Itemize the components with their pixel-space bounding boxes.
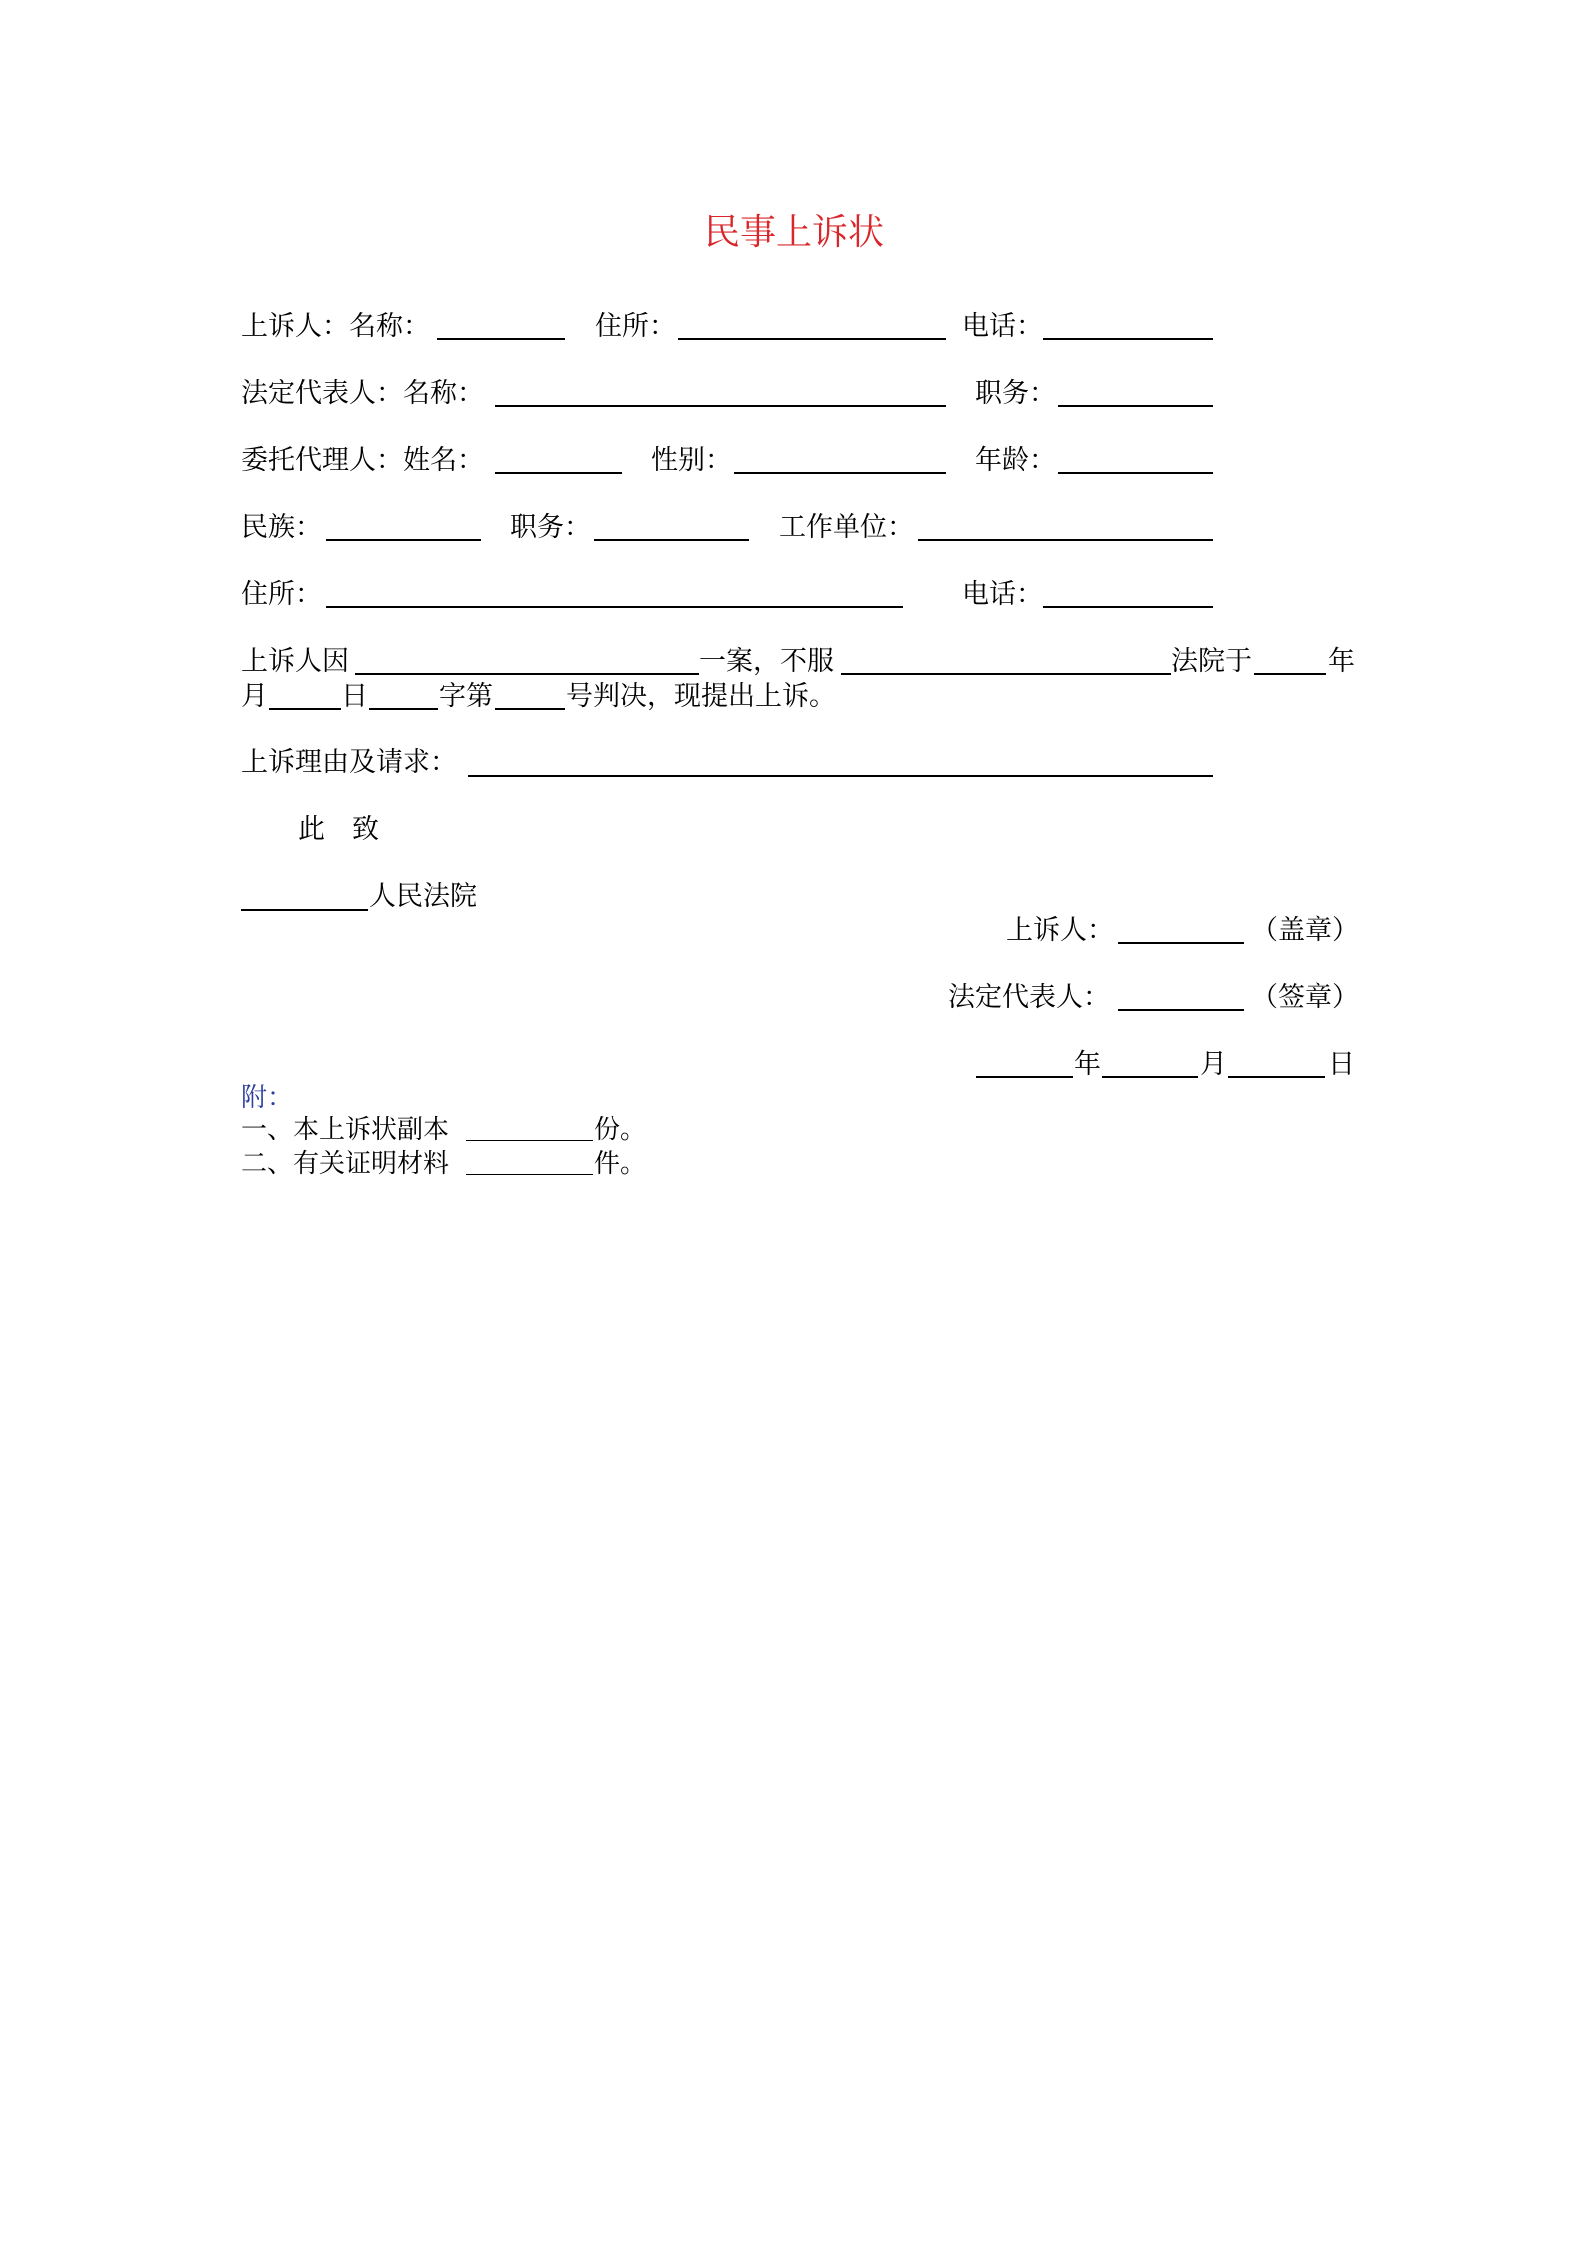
seal-note: （盖章） <box>1251 915 1359 946</box>
appellant-name-field[interactable] <box>437 338 565 340</box>
attachment-2-count-field[interactable] <box>466 1174 593 1175</box>
agent-employer-label: 工作单位： <box>779 512 914 543</box>
court-suffix: 人民法院 <box>369 881 477 912</box>
legal-rep-name-label: 法定代表人：名称： <box>241 378 484 409</box>
sign-note: （签章） <box>1251 982 1359 1013</box>
judgment-day-field[interactable] <box>369 708 438 710</box>
day-label: 日 <box>341 681 368 712</box>
sig-month-field[interactable] <box>1102 1076 1198 1078</box>
case-text: 一案，不服 <box>699 646 834 677</box>
appellant-phone-field[interactable] <box>1043 338 1213 340</box>
case-suffix: 号判决，现提出上诉。 <box>566 681 836 712</box>
agent-age-label: 年龄： <box>975 445 1056 476</box>
judgment-year-field[interactable] <box>1254 673 1326 675</box>
agent-name-field[interactable] <box>495 472 622 474</box>
attachment-2-suffix: 件。 <box>594 1149 647 1179</box>
legal-rep-position-field[interactable] <box>1058 405 1213 407</box>
agent-ethnicity-label: 民族： <box>241 512 322 543</box>
reasons-label: 上诉理由及请求： <box>241 747 457 778</box>
page-title: 民事上诉状 <box>704 212 885 253</box>
reasons-field[interactable] <box>468 775 1213 777</box>
year-label: 年 <box>1328 646 1355 677</box>
agent-position-label: 职务： <box>510 512 591 543</box>
appellant-name-label: 上诉人：名称： <box>241 311 430 342</box>
legal-rep-name-field[interactable] <box>495 405 946 407</box>
zi-di-label: 字第 <box>439 681 493 712</box>
attachment-1-count-field[interactable] <box>466 1140 593 1141</box>
court-name-field[interactable] <box>841 673 1171 675</box>
appellant-address-field[interactable] <box>678 338 946 340</box>
appellant-phone-label: 电话： <box>962 311 1043 342</box>
case-name-field[interactable] <box>355 673 699 675</box>
court-text: 法院于 <box>1171 646 1252 677</box>
attachment-2-prefix: 二、有关证明材料 <box>241 1149 450 1179</box>
agent-name-label: 委托代理人：姓名： <box>241 445 484 476</box>
attachment-1-suffix: 份。 <box>594 1115 647 1145</box>
agent-ethnicity-field[interactable] <box>326 539 481 541</box>
salutation: 此 致 <box>298 814 379 845</box>
sig-rep-label: 法定代表人： <box>948 982 1110 1013</box>
court-field[interactable] <box>241 909 368 911</box>
agent-phone-field[interactable] <box>1043 606 1213 608</box>
agent-address-field[interactable] <box>326 606 903 608</box>
sig-appellant-label: 上诉人： <box>1006 915 1114 946</box>
agent-position-field[interactable] <box>594 539 749 541</box>
appellant-address-label: 住所： <box>595 311 676 342</box>
agent-employer-field[interactable] <box>918 539 1213 541</box>
agent-gender-label: 性别： <box>651 445 732 476</box>
month-label: 月 <box>241 681 268 712</box>
attachment-1-prefix: 一、本上诉状副本 <box>241 1115 450 1145</box>
sig-month-label: 月 <box>1200 1049 1227 1080</box>
sig-day-label: 日 <box>1328 1049 1355 1080</box>
agent-gender-field[interactable] <box>734 472 946 474</box>
sig-year-label: 年 <box>1074 1049 1101 1080</box>
sig-year-field[interactable] <box>976 1076 1073 1078</box>
legal-rep-position-label: 职务： <box>975 378 1056 409</box>
judgment-month-field[interactable] <box>269 708 341 710</box>
agent-address-label: 住所： <box>241 579 322 610</box>
agent-age-field[interactable] <box>1058 472 1213 474</box>
agent-phone-label: 电话： <box>962 579 1043 610</box>
sig-rep-field[interactable] <box>1118 1009 1244 1011</box>
case-prefix: 上诉人因 <box>241 646 349 677</box>
sig-appellant-field[interactable] <box>1118 942 1244 944</box>
judgment-number-field[interactable] <box>495 708 565 710</box>
attachments-heading: 附： <box>241 1083 294 1113</box>
sig-day-field[interactable] <box>1228 1076 1325 1078</box>
